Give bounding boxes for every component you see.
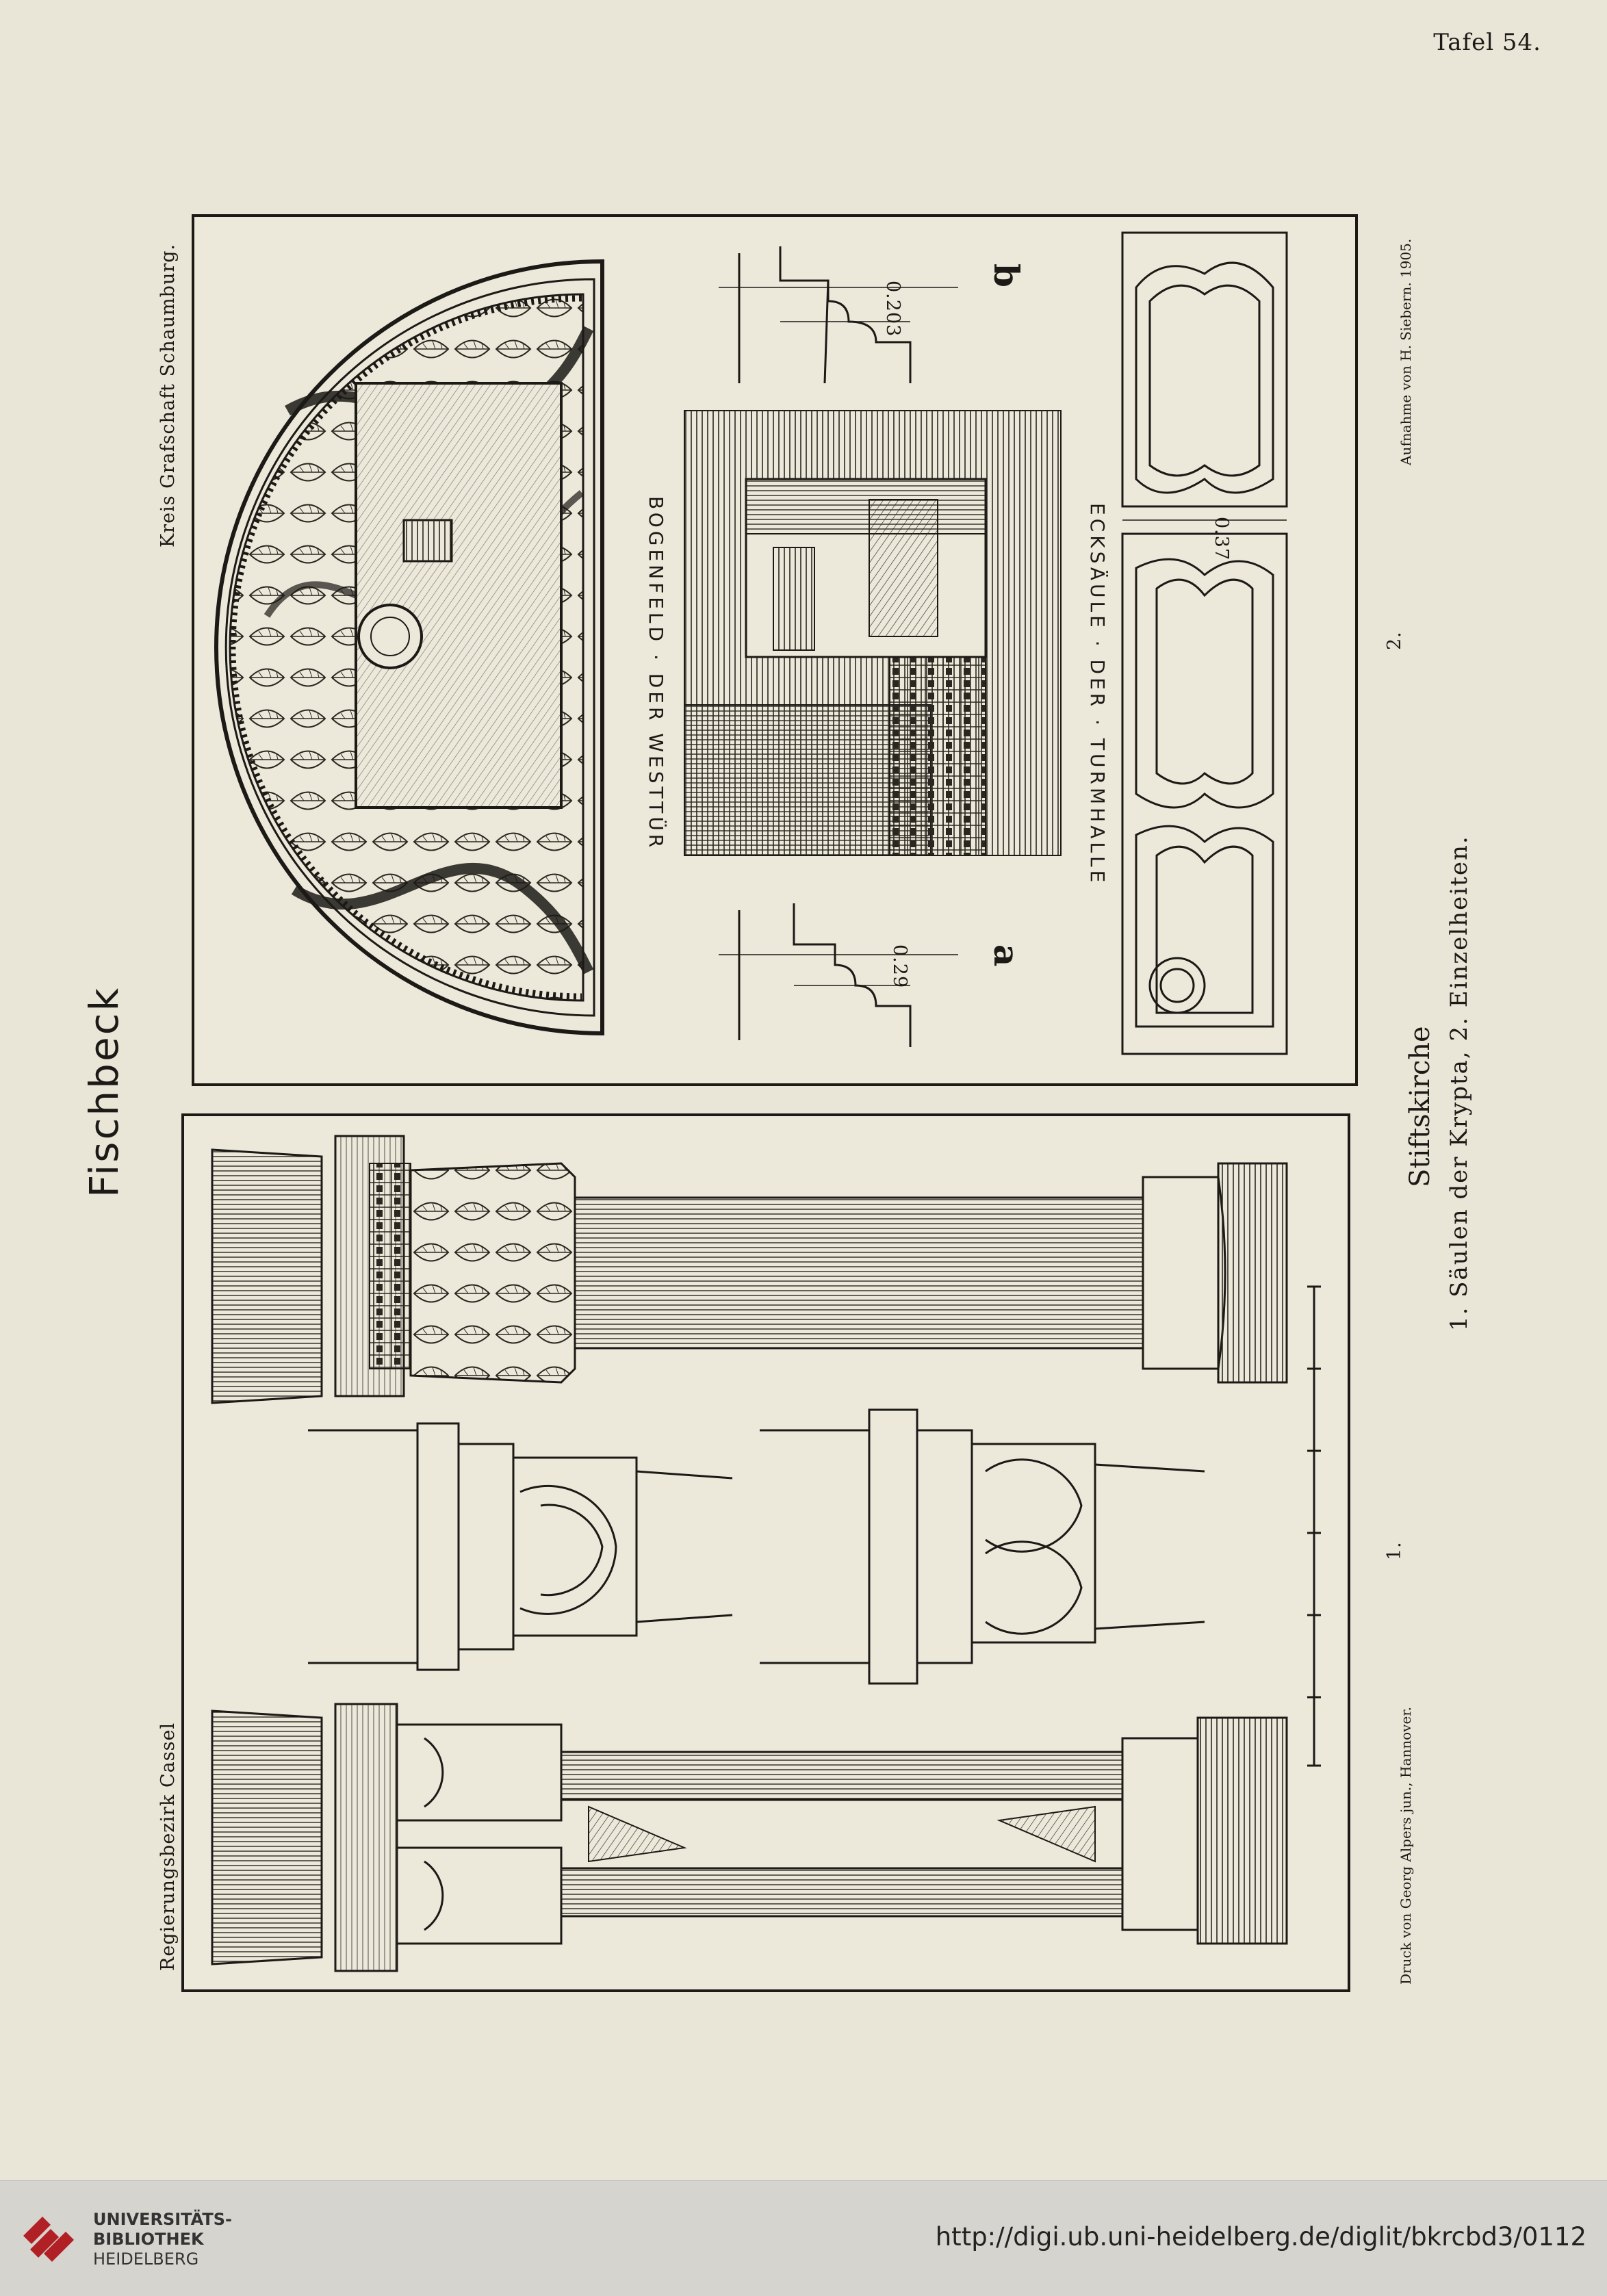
place-title: Fischbeck: [81, 985, 127, 1198]
profile-a-drawing: [719, 903, 958, 1047]
library-line-1: UNIVERSITÄTS-: [93, 2210, 233, 2229]
caption-title: Stiftskirche: [1404, 1026, 1436, 1187]
figure-1-number: 1.: [1384, 1541, 1405, 1560]
library-name: [93, 2210, 232, 2269]
profile-b-letter: b: [986, 263, 1027, 287]
dimension-a: 0.29: [889, 944, 910, 989]
caption-text: 1. Säulen der Krypta, 2. Einzelheiten.: [1445, 835, 1473, 1331]
profile-b-drawing: [719, 246, 958, 383]
column-1-drawing: [212, 1136, 1287, 1403]
dimension-b: 0.203: [882, 281, 903, 337]
corner-column-drawing: [684, 411, 1061, 855]
library-line-2: BIBLIOTHEK: [93, 2230, 204, 2249]
photographer-credit: Aufnahme von H. Siebern. 1905.: [1398, 238, 1414, 465]
plate-number: Tafel 54.: [1433, 29, 1541, 56]
library-line-3: HEIDELBERG: [93, 2249, 199, 2269]
tympanum-drawing: [216, 261, 602, 1033]
district-label: Kreis Grafschaft Schaumburg.: [157, 243, 179, 547]
library-logo-icon: [16, 2202, 90, 2275]
scale-bar: [1307, 1287, 1321, 1766]
tympanum-label: BOGENFELD · DER WESTTÜR: [645, 496, 667, 851]
figure-2-number: 2.: [1384, 631, 1405, 650]
footer-bar: [0, 2180, 1607, 2296]
dimension-c: 0.37: [1211, 517, 1232, 561]
column-2-drawing: [308, 1423, 732, 1670]
column-3-drawing: [760, 1410, 1205, 1684]
permalink[interactable]: http://digi.ub.uni-heidelberg.de/diglit/bkrcbd3/0112: [935, 2222, 1586, 2252]
profile-a-letter: a: [986, 944, 1027, 967]
region-label: Regierungsbezirk Cassel: [157, 1722, 179, 1971]
corner-column-label: ECKSÄULE · DER · TURMHALLE: [1086, 503, 1109, 886]
column-4-drawing: [212, 1704, 1287, 1971]
printer-credit: Druck von Georg Alpers jun., Hannover.: [1398, 1706, 1414, 1985]
plan-drawing: [1122, 233, 1287, 1054]
